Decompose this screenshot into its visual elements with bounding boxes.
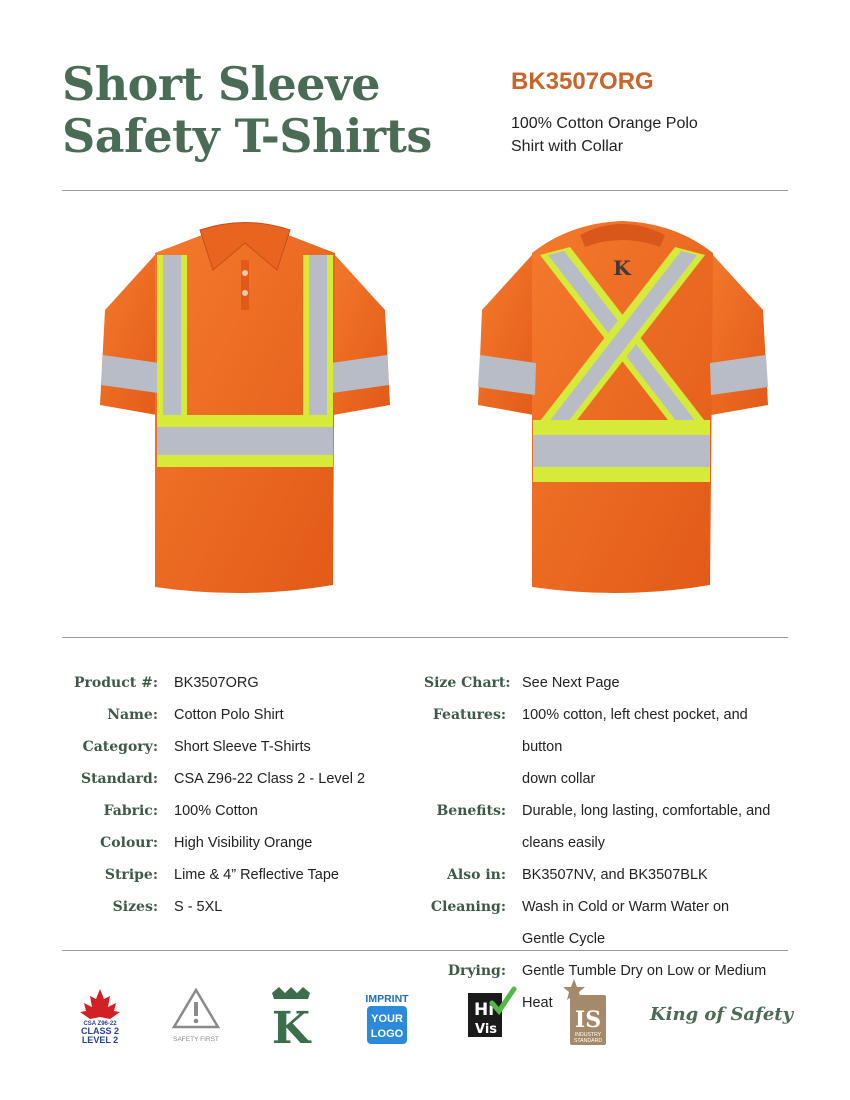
spec-row bbox=[424, 763, 772, 795]
svg-text:YOUR: YOUR bbox=[371, 1013, 403, 1025]
spec-value: Lime & 4” Reflective Tape bbox=[174, 867, 339, 883]
spec-row bbox=[424, 795, 772, 827]
spec-value: BK3507ORG bbox=[174, 675, 259, 691]
hi-vis-check-icon bbox=[462, 985, 518, 1043]
svg-text:SAFETY FIRST: SAFETY FIRST bbox=[173, 1036, 219, 1043]
spec-label: Colour: bbox=[100, 835, 158, 851]
spec-value: down collar bbox=[522, 771, 596, 787]
spec-value: 100% Cotton bbox=[174, 803, 258, 819]
specs-left-column bbox=[62, 667, 365, 923]
shirt-back-image bbox=[470, 215, 775, 600]
spec-label: Benefits: bbox=[436, 803, 506, 819]
spec-label: Cleaning: bbox=[430, 899, 506, 915]
spec-value: cleans easily bbox=[522, 835, 606, 851]
title-line-1: Short Sleeve bbox=[62, 57, 381, 111]
spec-label: Standard: bbox=[80, 771, 158, 787]
king-crown-k-icon bbox=[268, 985, 314, 1047]
spec-value: Gentle Tumble Dry on Low or Medium Heat bbox=[522, 963, 767, 1011]
svg-text:Hi: Hi bbox=[473, 1000, 495, 1020]
spec-value: S - 5XL bbox=[174, 899, 223, 915]
spec-row bbox=[62, 763, 365, 795]
product-subtitle bbox=[511, 112, 731, 158]
industry-standard-icon bbox=[560, 977, 610, 1047]
spec-label: Stripe: bbox=[104, 867, 158, 883]
divider-top bbox=[62, 190, 788, 191]
spec-label: Drying: bbox=[447, 963, 506, 979]
svg-text:Vis: Vis bbox=[474, 1022, 498, 1037]
svg-text:K: K bbox=[271, 1003, 311, 1047]
svg-text:LOGO: LOGO bbox=[370, 1028, 404, 1040]
svg-text:INDUSTRY: INDUSTRY bbox=[574, 1032, 602, 1038]
spec-value: High Visibility Orange bbox=[174, 835, 313, 851]
svg-text:LEVEL 2: LEVEL 2 bbox=[81, 1035, 119, 1045]
product-sku: BK3507ORG bbox=[511, 68, 654, 95]
spec-row bbox=[62, 731, 365, 763]
svg-text:STANDARD: STANDARD bbox=[573, 1038, 603, 1044]
spec-value: CSA Z96-22 Class 2 - Level 2 bbox=[174, 771, 366, 787]
spec-row bbox=[424, 859, 772, 891]
spec-row bbox=[62, 891, 365, 923]
spec-value: Wash in Cold or Warm Water on Gentle Cycle bbox=[522, 899, 730, 947]
title-line-2: Safety T-Shirts bbox=[62, 109, 432, 163]
spec-label: Size Chart: bbox=[424, 675, 511, 691]
spec-value: See Next Page bbox=[522, 675, 620, 691]
shirt-k-logo: K bbox=[613, 256, 631, 280]
king-of-safety-brand: King of Safety bbox=[650, 1004, 794, 1025]
shirt-front-image bbox=[95, 215, 395, 600]
spec-label: Also in: bbox=[447, 867, 506, 883]
svg-text:IS: IS bbox=[574, 1007, 602, 1033]
spec-row bbox=[424, 891, 772, 955]
spec-label: Category: bbox=[82, 739, 158, 755]
imprint-your-logo-icon bbox=[362, 990, 412, 1048]
spec-value: Short Sleeve T-Shirts bbox=[174, 739, 311, 755]
spec-row bbox=[62, 827, 365, 859]
spec-value: Cotton Polo Shirt bbox=[174, 707, 284, 723]
spec-label: Sizes: bbox=[112, 899, 158, 915]
safety-first-warning-icon bbox=[168, 985, 224, 1047]
spec-label bbox=[424, 763, 522, 795]
svg-text:CLASS 2: CLASS 2 bbox=[80, 1026, 120, 1036]
spec-row bbox=[424, 699, 772, 763]
spec-row bbox=[424, 667, 772, 699]
svg-text:CSA Z96-22: CSA Z96-22 bbox=[83, 1021, 117, 1027]
page-title bbox=[62, 58, 432, 162]
spec-label bbox=[424, 827, 522, 859]
divider-middle bbox=[62, 637, 788, 638]
spec-label: Name: bbox=[107, 707, 158, 723]
spec-row bbox=[62, 667, 365, 699]
spec-label: Fabric: bbox=[103, 803, 158, 819]
spec-value: Durable, long lasting, comfortable, and bbox=[522, 803, 771, 819]
subtitle-line-1: 100% Cotton Orange Polo bbox=[511, 115, 698, 132]
specs-right-column bbox=[424, 667, 772, 1019]
spec-label: Features: bbox=[432, 707, 506, 723]
spec-row bbox=[62, 859, 365, 891]
subtitle-line-2: Shirt with Collar bbox=[511, 138, 624, 155]
divider-bottom bbox=[62, 950, 788, 951]
spec-row bbox=[62, 699, 365, 731]
spec-value: BK3507NV, and BK3507BLK bbox=[522, 867, 708, 883]
spec-row bbox=[424, 827, 772, 859]
csa-maple-leaf-icon bbox=[70, 985, 130, 1050]
svg-text:IMPRINT: IMPRINT bbox=[365, 993, 409, 1005]
spec-label: Product #: bbox=[74, 675, 158, 691]
spec-value: 100% cotton, left chest pocket, and button bbox=[522, 707, 748, 755]
spec-row bbox=[62, 795, 365, 827]
